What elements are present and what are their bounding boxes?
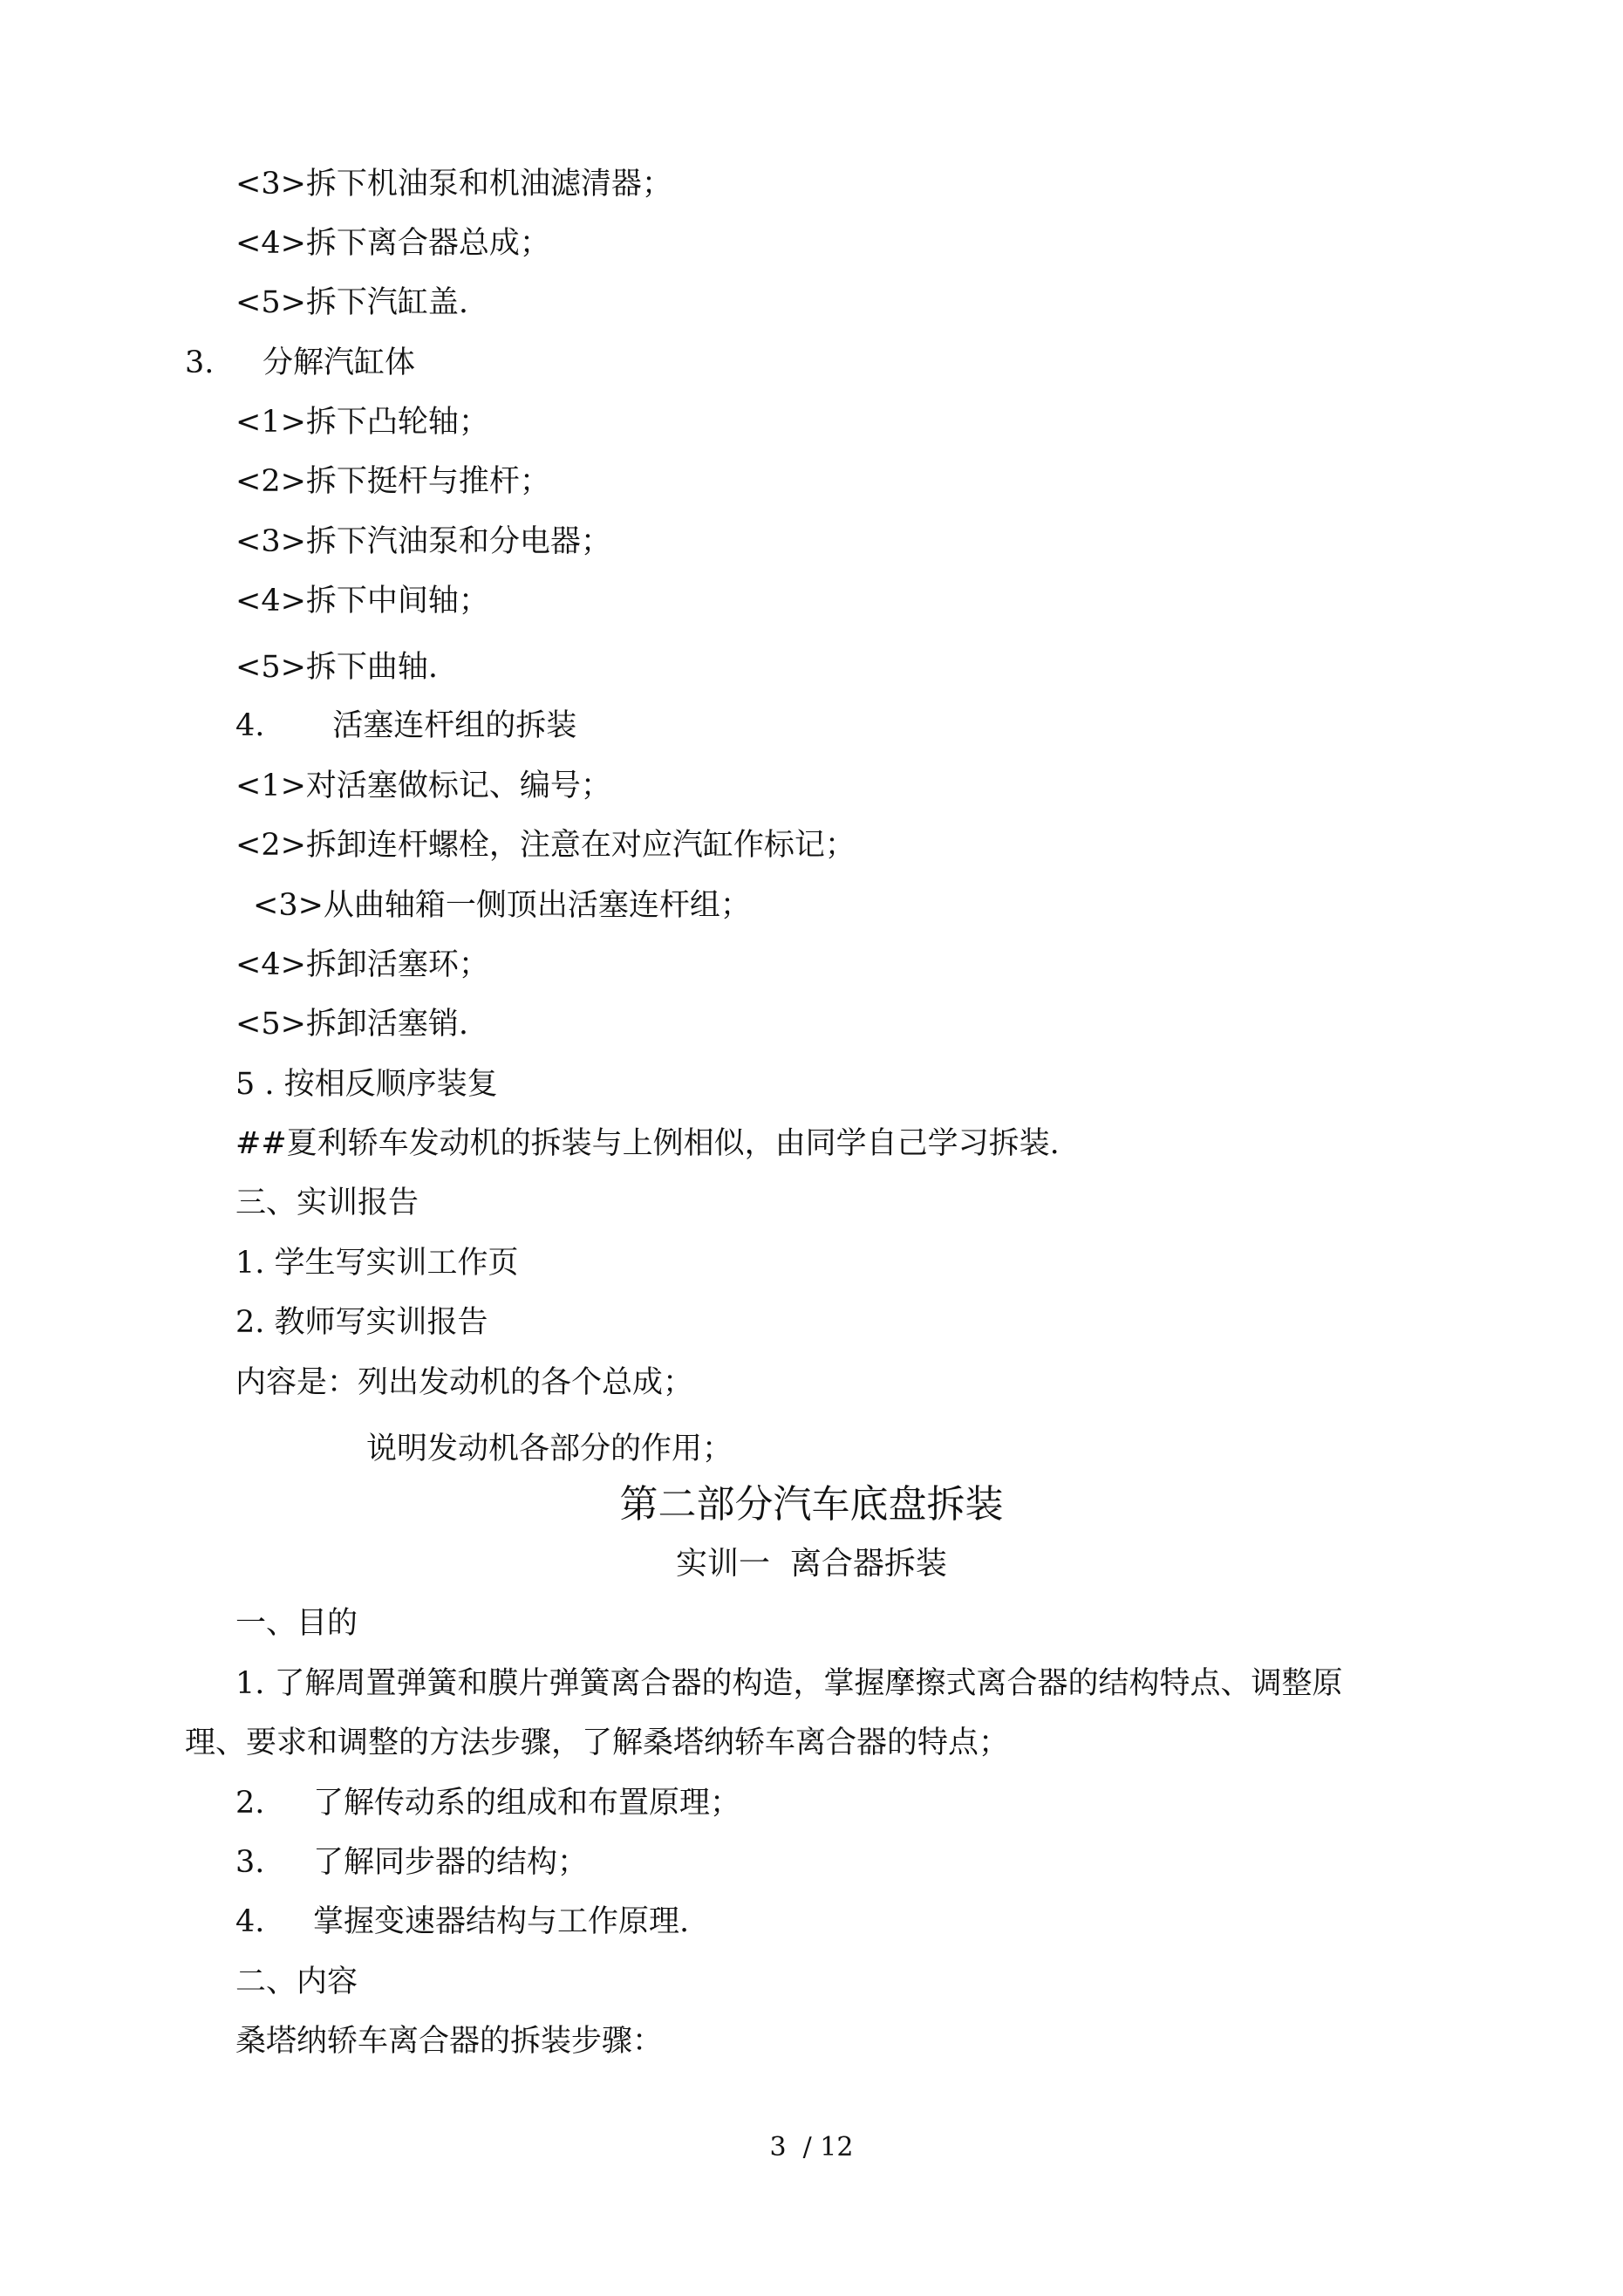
doc-line: 5 . 按相反顺序装复 [235, 1067, 498, 1102]
doc-line: <3>拆下机油泵和机油滤清器； [235, 167, 672, 202]
doc-line: ##夏利轿车发动机的拆装与上例相似，由同学自己学习拆装. [235, 1126, 1060, 1161]
doc-line: 2. 了解传动系的组成和布置原理； [235, 1786, 741, 1821]
doc-line: 4. 活塞连杆组的拆装 [235, 708, 577, 743]
doc-line: <2>拆下挺杆与推杆； [235, 464, 550, 499]
doc-line: 三、实训报告 [235, 1186, 419, 1220]
doc-line: 二、内容 [235, 1965, 358, 1999]
doc-line: <4>拆卸活塞环； [235, 947, 489, 982]
doc-line: <1>拆下凸轮轴； [235, 405, 489, 440]
part-title: 第二部分汽车底盘拆装 [619, 1482, 1004, 1527]
doc-line: 4. 掌握变速器结构与工作原理. [235, 1904, 690, 1939]
doc-line: 3. 了解同步器的结构； [235, 1845, 589, 1880]
doc-line: 1. 了解周置弹簧和膜片弹簧离合器的构造，掌握摩擦式离合器的结构特点、调整原 [235, 1666, 1343, 1701]
doc-line: <2>拆卸连杆螺栓，注意在对应汽缸作标记； [235, 828, 856, 863]
doc-line: 理、要求和调整的方法步骤，了解桑塔纳轿车离合器的特点； [185, 1725, 1010, 1760]
doc-line: 内容是：列出发动机的各个总成； [235, 1365, 694, 1400]
section-title: 实训一 离合器拆装 [676, 1546, 947, 1582]
doc-line: <3>拆下汽油泵和分电器； [235, 524, 611, 559]
doc-line: <5>拆卸活塞销. [235, 1007, 469, 1042]
doc-line: <5>拆下曲轴. [235, 650, 439, 685]
doc-line: <1>对活塞做标记、编号； [235, 769, 611, 803]
doc-line: <3>从曲轴箱一侧顶出活塞连杆组； [253, 888, 751, 923]
doc-line: 1. 学生写实训工作页 [235, 1246, 519, 1281]
doc-line: 一、目的 [235, 1606, 358, 1641]
doc-line: 桑塔纳轿车离合器的拆装步骤： [235, 2024, 664, 2059]
doc-line: <4>拆下中间轴； [235, 584, 489, 618]
doc-line: 说明发动机各部分的作用； [366, 1432, 733, 1466]
page-number: 3 / 12 [769, 2132, 854, 2163]
doc-line: 2. 教师写实训报告 [235, 1305, 488, 1340]
doc-line: <4>拆下离合器总成； [235, 226, 550, 261]
doc-line: 3. 分解汽缸体 [185, 345, 416, 380]
doc-line: <5>拆下汽缸盖. [235, 285, 469, 320]
